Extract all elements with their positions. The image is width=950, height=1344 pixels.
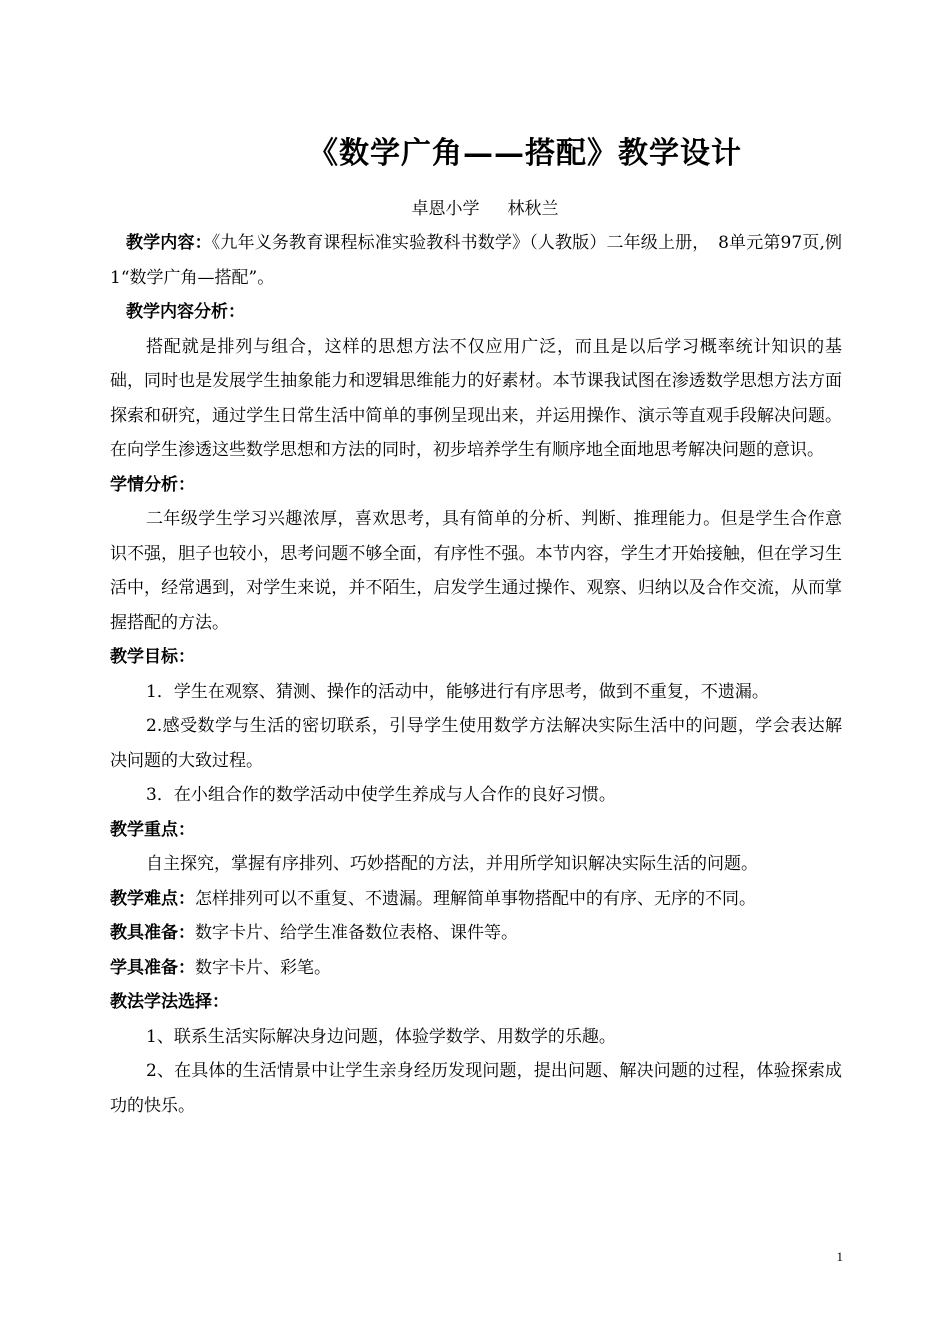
author-name: 林秋兰 [507, 199, 559, 219]
student-analysis-heading: 学情分析： [110, 474, 195, 495]
difficulties-text: 怎样排列可以不重复、不遗漏。理解简单事物搭配中的有序、无序的不同。 [195, 888, 756, 909]
page-number: 1 [836, 1249, 843, 1264]
learning-tools-text: 数字卡片、彩笔。 [195, 957, 331, 978]
key-points-heading: 教学重点： [110, 819, 195, 840]
learning-tools-label: 学具准备： [110, 957, 195, 978]
difficulties-paragraph [110, 882, 842, 917]
difficulties-label: 教学难点： [110, 888, 195, 909]
student-analysis-text: 二年级学生学习兴趣浓厚，喜欢思考，具有简单的分析、判断、推理能力。但是学生合作意识不强，胆子也较小，思考问题不够全面，有序性不强。本节内容，学生才开始接触，但在学习生活中，经常遇到，对学生来说，并不陌生，启发学生通过操作、观察、归纳以及合作交流，从而掌握搭配的方法。 [110, 509, 842, 633]
content-analysis-text: 搭配就是排列与组合，这样的思想方法不仅应用广泛，而且是以后学习概率统计知识的基础，同时也是发展学生抽象能力和逻辑思维能力的好素材。本节课我试图在渗透数学思想方法方面探索和研究，通过学生日常生活中简单的事例呈现出来，并运用操作、演示等直观手段解决问题。在向学生渗透这些数学思想和方法的同时，初步培养学生有顺序地全面地思考解决问题的意识。 [110, 336, 842, 460]
goal-item: 1．学生在观察、猜测、操作的活动中，能够进行有序思考，做到不重复，不遗漏。 [146, 681, 769, 702]
teaching-content-paragraph [110, 226, 842, 295]
method-item: 1、联系生活实际解决身边问题，体验学数学、用数学的乐趣。 [146, 1026, 616, 1047]
teaching-content-label: 教学内容： [126, 233, 212, 253]
key-points-text: 自主探究，掌握有序排列、巧妙搭配的方法，并用所学知识解决实际生活的问题。 [146, 854, 758, 874]
document-title: 《数学广角——搭配》教学设计 [308, 136, 742, 171]
methods-heading: 教法学法选择： [110, 992, 229, 1012]
teaching-tools-text: 数字卡片、给学生准备数位表格、课件等。 [195, 923, 518, 943]
author-school: 卓恩小学 [411, 199, 480, 219]
document-body [110, 226, 842, 1123]
teaching-tools-paragraph [110, 916, 842, 951]
method-item: 2、在具体的生活情景中让学生亲身经历发现问题，提出问题、解决问题的过程，体验探索成功的快乐。 [110, 1061, 842, 1116]
author-line [110, 194, 840, 219]
goals-heading: 教学目标： [110, 647, 195, 667]
learning-tools-paragraph [110, 951, 842, 986]
goal-item: 2.感受数学与生活的密切联系，引导学生使用数学方法解决实际生活中的问题，学会表达解决问题的大致过程。 [110, 716, 842, 771]
teaching-content-text: 《九年义务教育课程标准实验教科书数学》（人教版）二年级上册， 8单元第97页,例1“数学广角—搭配”。 [110, 233, 842, 288]
content-analysis-heading: 教学内容分析： [126, 302, 245, 322]
goal-item: 3．在小组合作的数学活动中使学生养成与人合作的良好习惯。 [146, 785, 616, 805]
teaching-tools-label: 教具准备： [110, 923, 195, 943]
